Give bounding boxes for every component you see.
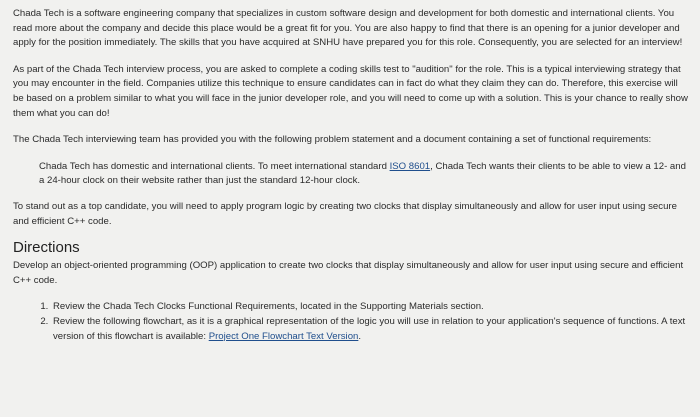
iso-8601-link[interactable]: ISO 8601 xyxy=(389,160,431,172)
quote-text-before: Chada Tech has domestic and international clients. To meet international standard xyxy=(39,160,390,172)
list-item: 1. Review the Chada Tech Clocks Functional Requirements, located in the Supporting Materials section. xyxy=(51,300,688,315)
problem-statement-quote xyxy=(39,160,688,189)
flowchart-text-version-link[interactable]: Project One Flowchart Text Version xyxy=(208,330,359,342)
list-item-end: . xyxy=(358,330,362,342)
quote-text-after: , Chada Tech wants their clients to be able to view a 12- and a 24-hour clock on their website rather than just the standard 12-hour clock. xyxy=(39,160,686,187)
interview-process-paragraph: As part of the Chada Tech interview process, you are asked to complete a coding skills test to "audition" for the role. This is a typical interviewing strategy that you may encounter in the field. Companies utilize this technique to ensure candidates can in fact do what they claim they can do. Therefore, this exercise will be based on a problem similar to what you will face in the junior developer role, and you will need to come up with a solution. This is your chance to really show them what you can do! xyxy=(13,63,688,119)
list-item-text: Review the following flowchart, as it is a graphical representation of the logic you will use in relation to your application's sequence of functions. A text version of this flowchart is available: xyxy=(53,315,686,342)
list-item xyxy=(51,315,688,344)
directions-heading: Directions xyxy=(13,239,80,257)
problem-statement-intro: The Chada Tech interviewing team has provided you with the following problem statement and a document containing a set of functional requirements: xyxy=(13,134,652,146)
directions-paragraph: Develop an object-oriented programming (OOP) application to create two clocks that display simultaneously and allow for user input using secure and efficient C++ code. xyxy=(13,260,684,286)
intro-paragraph: Chada Tech is a software engineering company that specializes in custom software design and development for both domestic and international clients. You read more about the company and decide this place would be a great fit for you. You are also happy to find that there is an opening for a junior developer and apply for the position immediately. The skills that you have acquired at SNHU have prepared you for this role. Consequently, you are selected for an interview! xyxy=(13,8,683,49)
stand-out-paragraph: To stand out as a top candidate, you will need to apply program logic by creating two clocks that display simultaneously and allow for user input using secure and efficient C++ code. xyxy=(13,200,677,227)
directions-list xyxy=(51,300,688,344)
